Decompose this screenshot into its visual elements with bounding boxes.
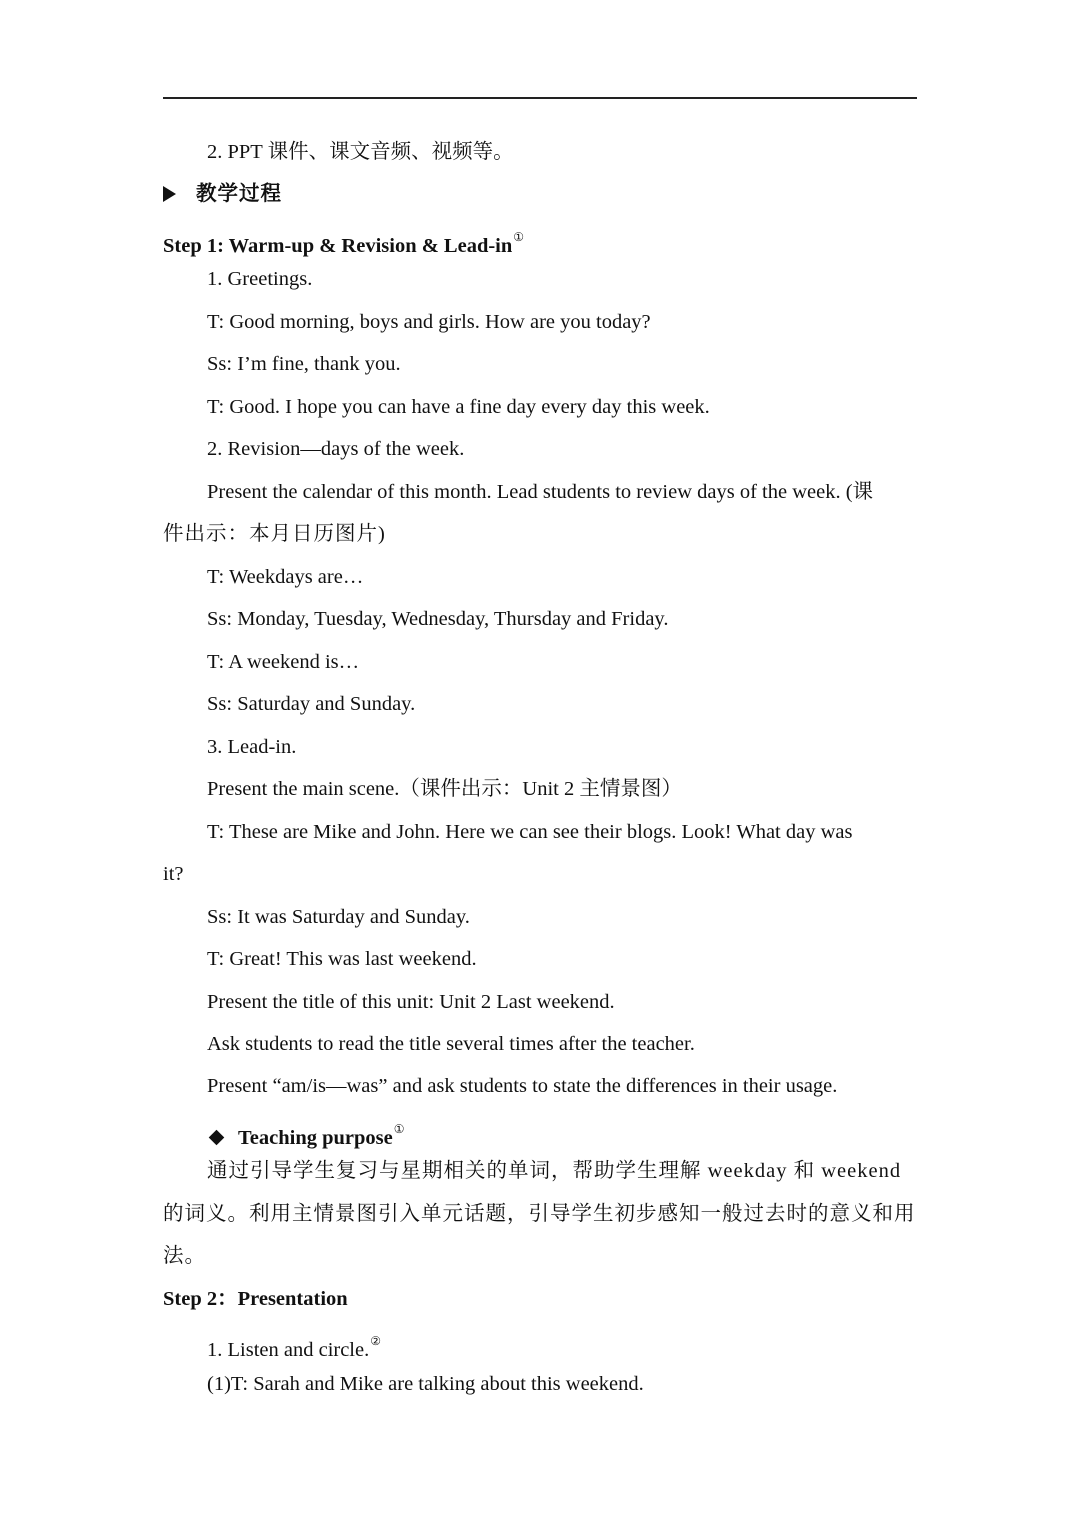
text-line: 1. Listen and circle.② — [207, 1334, 381, 1361]
text-line: Present the main scene.（课件出示：Unit 2 主情景图） — [207, 778, 682, 800]
text-line: 通过引导学生复习与星期相关的单词，帮助学生理解 weekday 和 weekend — [207, 1160, 902, 1182]
text-line: Present “am/is—was” and ask students to state the differences in their usage. — [207, 1075, 838, 1097]
text-line: 法。 — [163, 1245, 206, 1267]
text-line: T: These are Mike and John. Here we can see their blogs. Look! What day was — [207, 821, 853, 843]
step-2-heading: Step 2：Presentation — [163, 1288, 348, 1310]
text-line: Ss: I’m fine, thank you. — [207, 353, 401, 375]
teaching-purpose-heading: Teaching purpose① — [207, 1108, 917, 1150]
triangle-bullet-icon — [163, 186, 176, 202]
text-line: Ss: Monday, Tuesday, Wednesday, Thursday and Friday. — [207, 608, 669, 630]
diamond-bullet-icon — [209, 1130, 225, 1146]
text-line: T: A weekend is… — [207, 651, 360, 673]
text-line: Ss: It was Saturday and Sunday. — [207, 906, 470, 928]
footnote-marker: ① — [513, 230, 525, 244]
text-line: Ss: Saturday and Sunday. — [207, 693, 416, 715]
footnote-marker: ① — [393, 1122, 405, 1136]
text-line: it? — [163, 863, 184, 885]
step-1-heading: Step 1: Warm-up & Revision & Lead-in① — [163, 230, 525, 257]
text-line: T: Great! This was last weekend. — [207, 948, 477, 970]
text-line: T: Weekdays are… — [207, 566, 364, 588]
header-rule — [163, 97, 917, 99]
text-line: T: Good. I hope you can have a fine day every day this week. — [207, 396, 710, 418]
materials-item-2: 2. PPT 课件、课文音频、视频等。 — [207, 141, 514, 163]
text-line: 1. Greetings. — [207, 268, 313, 290]
text-line: Present the calendar of this month. Lead students to review days of the week. (课 — [207, 481, 874, 503]
footnote-marker: ② — [370, 1334, 381, 1348]
text-line: 2. Revision—days of the week. — [207, 438, 465, 460]
text-line: Present the title of this unit: Unit 2 Last weekend. — [207, 991, 615, 1013]
text-line: 件出示：本月日历图片) — [163, 523, 386, 545]
text-line: (1)T: Sarah and Mike are talking about this weekend. — [207, 1373, 644, 1395]
text-line: 的词义。利用主情景图引入单元话题，引导学生初步感知一般过去时的意义和用 — [163, 1203, 916, 1225]
text-line: T: Good morning, boys and girls. How are you today? — [207, 311, 651, 333]
text-line: 3. Lead-in. — [207, 736, 297, 758]
section-heading-teaching-process: 教学过程 — [163, 173, 917, 215]
text-line: Ask students to read the title several times after the teacher. — [207, 1033, 695, 1055]
